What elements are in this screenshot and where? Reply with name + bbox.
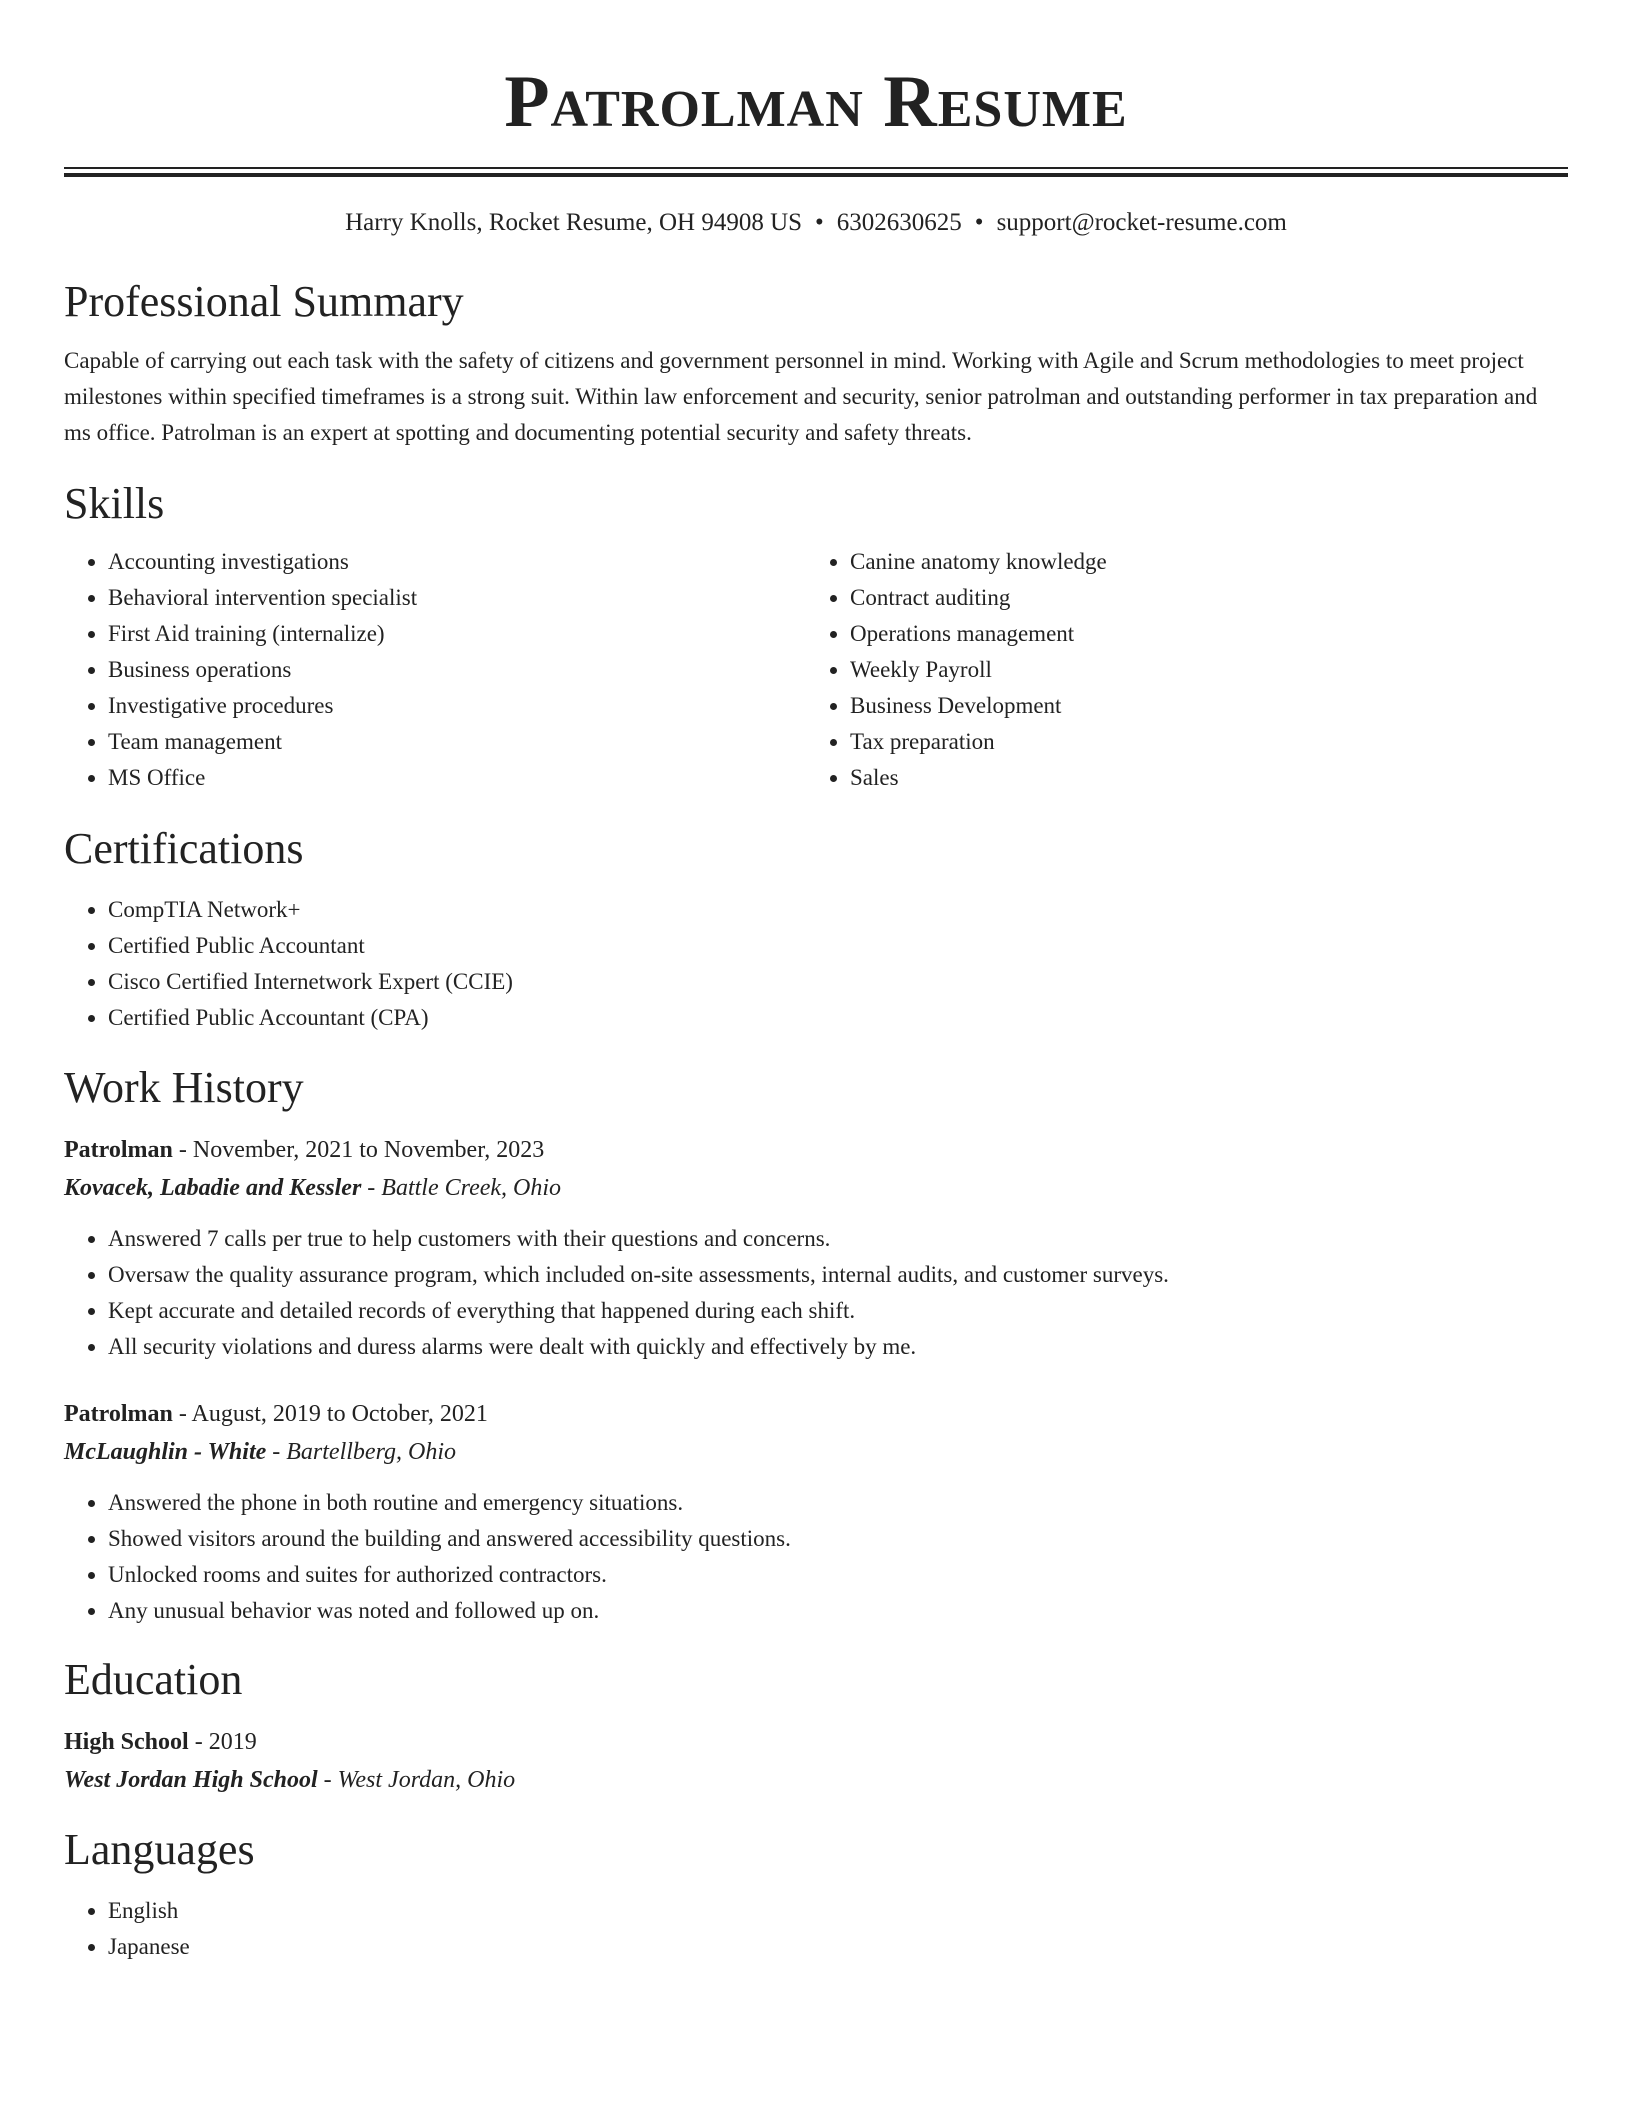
job-company: Kovacek, Labadie and Kessler [64, 1175, 362, 1201]
certification-item: • Certified Public Accountant [108, 928, 1568, 964]
education-header [64, 1723, 1568, 1761]
skills-column-left [64, 544, 806, 796]
education-location: - West Jordan, Ohio [317, 1767, 516, 1793]
language-item: • Japanese [108, 1929, 1568, 1965]
skill-item: • Business operations [108, 652, 806, 688]
certifications-heading: Certifications [64, 824, 304, 873]
skill-item: • Tax preparation [850, 724, 1548, 760]
skills-column-right [806, 544, 1548, 796]
education-year: - 2019 [188, 1729, 257, 1755]
contact-separator: • [815, 209, 824, 236]
education-degree: High School [64, 1729, 189, 1755]
skill-item: • Weekly Payroll [850, 652, 1548, 688]
skills-list-right [806, 544, 1548, 796]
job-entry [64, 1395, 1568, 1629]
summary-text: Capable of carrying out each task with the safety of citizens and government personnel in mind. Working with Agile and Scrum methodologies to meet project milestones within specified timeframes is a strong suit. Within law enforcement and security, senior patrolman and outstanding performer in tax preparation and ms office. Patrolman is an expert at spotting and documenting potential security and safety threats. [64, 348, 1538, 445]
certifications-list [64, 892, 1568, 1036]
skill-item: • Canine anatomy knowledge [850, 544, 1548, 580]
contact-line [64, 207, 1568, 239]
job-header [64, 1395, 1568, 1433]
job-header [64, 1131, 1568, 1169]
work-history-heading: Work History [64, 1063, 304, 1112]
skills-heading: Skills [64, 479, 165, 528]
job-duties-list [64, 1485, 1568, 1629]
job-duties-list [64, 1221, 1568, 1365]
education-heading: Education [64, 1655, 243, 1704]
skill-item: • Investigative procedures [108, 688, 806, 724]
languages-heading: Languages [64, 1825, 255, 1874]
job-duty: • Oversaw the quality assurance program, which included on-site assessments, internal audits, and customer surveys. [108, 1257, 1568, 1293]
job-duty: • Answered 7 calls per true to help customers with their questions and concerns. [108, 1221, 1568, 1257]
certification-item: • Certified Public Accountant (CPA) [108, 1000, 1568, 1036]
job-title: Patrolman [64, 1401, 173, 1427]
job-location: - Bartellberg, Ohio [266, 1439, 457, 1465]
language-item: • English [108, 1893, 1568, 1929]
title-divider [64, 167, 1568, 177]
job-employer [64, 1433, 1568, 1471]
certification-item: • Cisco Certified Internetwork Expert (CCIE) [108, 964, 1568, 1000]
job-duty: • All security violations and duress alarms were dealt with quickly and effectively by me. [108, 1329, 1568, 1365]
contact-email: support@rocket-resume.com [996, 209, 1287, 236]
skills-list-left [64, 544, 806, 796]
job-duty: • Answered the phone in both routine and emergency situations. [108, 1485, 1568, 1521]
skill-item: • Team management [108, 724, 806, 760]
education-school-line [64, 1761, 1568, 1799]
skill-item: • First Aid training (internalize) [108, 616, 806, 652]
job-duty: • Showed visitors around the building and answered accessibility questions. [108, 1521, 1568, 1557]
job-entry [64, 1131, 1568, 1365]
skill-item: • MS Office [108, 760, 806, 796]
contact-separator: • [974, 209, 984, 236]
skill-item: • Business Development [850, 688, 1548, 724]
skill-item: • Behavioral intervention specialist [108, 580, 806, 616]
skill-item: • Accounting investigations [108, 544, 806, 580]
certification-item: • CompTIA Network+ [108, 892, 1568, 928]
job-dates: - November, 2021 to November, 2023 [172, 1137, 545, 1163]
summary-heading: Professional Summary [64, 277, 464, 326]
contact-phone: 6302630625 [836, 209, 962, 236]
job-duty: • Any unusual behavior was noted and followed up on. [108, 1593, 1568, 1629]
job-duty: • Kept accurate and detailed records of everything that happened during each shift. [108, 1293, 1568, 1329]
job-company: McLaughlin - White [64, 1439, 267, 1465]
contact-address: Harry Knolls, Rocket Resume, OH 94908 US [345, 209, 803, 236]
education-school: West Jordan High School [64, 1767, 318, 1793]
skill-item: • Operations management [850, 616, 1548, 652]
skill-item: • Contract auditing [850, 580, 1548, 616]
job-employer [64, 1169, 1568, 1207]
skills-columns [64, 544, 1568, 796]
job-title: Patrolman [64, 1137, 173, 1163]
job-location: - Battle Creek, Ohio [361, 1175, 562, 1201]
skill-item: • Sales [850, 760, 1548, 796]
job-dates: - August, 2019 to October, 2021 [172, 1401, 488, 1427]
resume-title: Patrolman Resume [504, 61, 1128, 143]
job-duty: • Unlocked rooms and suites for authorized contractors. [108, 1557, 1568, 1593]
languages-list [64, 1893, 1568, 1965]
